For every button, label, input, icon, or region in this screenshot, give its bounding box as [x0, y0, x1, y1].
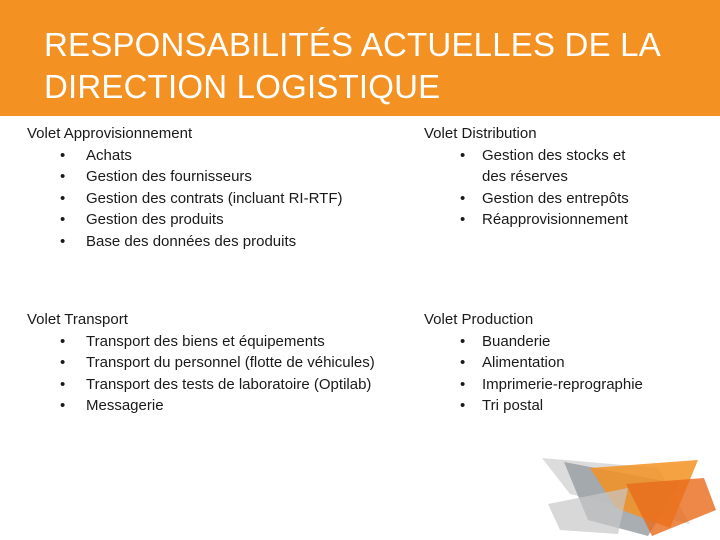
bullet-icon: • [60, 189, 66, 207]
list-item: • Gestion des stocks et des réserves [460, 146, 626, 186]
list-item: • Gestion des contrats (incluant RI-RTF) [27, 188, 342, 210]
list-item: • Buanderie [424, 331, 643, 353]
list-item: • Gestion des fournisseurs [27, 166, 342, 188]
bullet-icon: • [60, 211, 66, 229]
bullet-icon: • [60, 354, 66, 372]
bullet-icon: • [60, 397, 66, 415]
section-distribution [424, 123, 629, 231]
list-item: • Transport des biens et équipements [27, 331, 375, 353]
bullet-icon: • [60, 232, 66, 250]
bullet-icon: • [60, 375, 66, 393]
bullet-list [424, 331, 643, 417]
section-title: Volet Transport [27, 311, 128, 328]
page-title: RESPONSABILITÉS ACTUELLES DE LA DIRECTION LOGISTIQUE [44, 26, 660, 105]
bullet-icon: • [60, 168, 66, 186]
section-title: Volet Approvisionnement [27, 125, 193, 142]
list-item: • Achats [27, 145, 342, 167]
bullet-list [27, 145, 342, 253]
section-title: Volet Distribution [424, 125, 537, 142]
list-item: • Transport des tests de laboratoire (Optilab) [27, 374, 375, 396]
decorative-ribbon-graphic [530, 448, 720, 540]
bullet-icon: • [460, 211, 466, 229]
bullet-icon: • [460, 375, 466, 393]
list-item: • Messagerie [27, 395, 375, 417]
bullet-icon: • [460, 354, 466, 372]
section-production [424, 309, 643, 417]
bullet-list [424, 145, 629, 231]
section-transport [27, 309, 375, 417]
list-item: • Alimentation [424, 352, 643, 374]
list-item: • Tri postal [424, 395, 643, 417]
bullet-list [27, 331, 375, 417]
section-approvisionnement [27, 123, 342, 253]
list-item: • Gestion des produits [27, 209, 342, 231]
title-banner [0, 0, 720, 116]
list-item: • Base des données des produits [27, 231, 342, 253]
list-item: • Gestion des entrepôts [424, 188, 629, 210]
bullet-icon: • [60, 332, 66, 350]
bullet-icon: • [460, 146, 466, 164]
bullet-icon: • [460, 397, 466, 415]
bullet-icon: • [60, 146, 66, 164]
list-item: • Imprimerie-reprographie [424, 374, 643, 396]
list-item: • Réapprovisionnement [424, 209, 629, 231]
bullet-icon: • [460, 332, 466, 350]
list-item: • Transport du personnel (flotte de véhicules) [27, 352, 375, 374]
section-title: Volet Production [424, 311, 534, 328]
bullet-icon: • [460, 189, 466, 207]
